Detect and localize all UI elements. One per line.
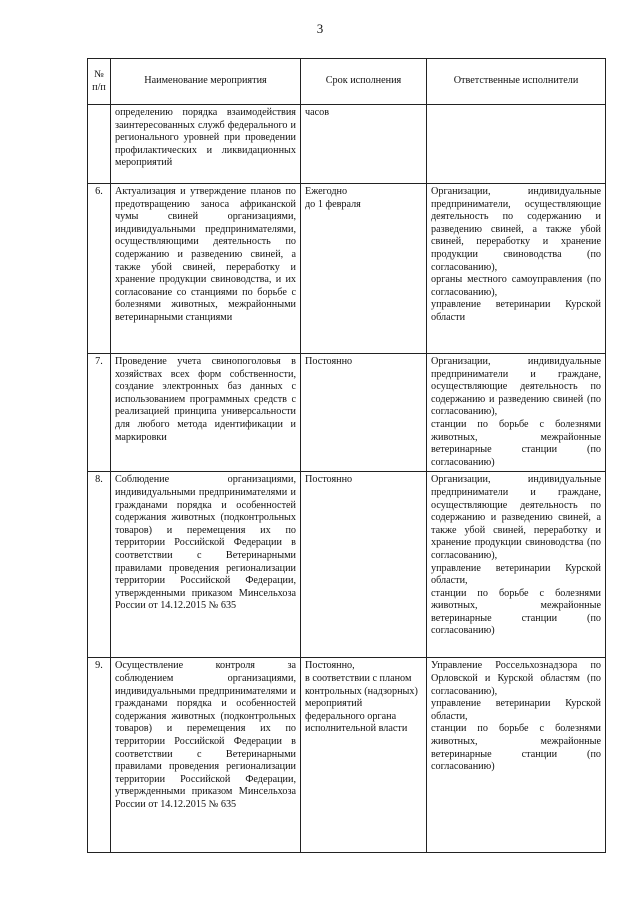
row-number: 9. <box>88 658 111 853</box>
table-row <box>88 105 606 184</box>
measure-term: Постоянно, в соответствии с планом контрольных (надзорных) мероприятий федерального органа исполнительной власти <box>301 658 427 853</box>
table-row <box>88 184 606 354</box>
measure-term: Ежегодно до 1 февраля <box>301 184 427 354</box>
measure-responsible: Организации, индивидуальные предприниматели и граждане, осуществляющие деятельность по содержанию и разведению свиней (по согласованию), станции по борьбе с болезнями животных, межрайонные ветеринарные станции (по согласованию) <box>427 354 606 472</box>
header-responsible: Ответственные исполнители <box>427 59 606 105</box>
measure-term: Постоянно <box>301 472 427 658</box>
row-number: 6. <box>88 184 111 354</box>
measure-name: Соблюдение организациями, индивидуальными предпринимателями и гражданами порядка и особенностей содержания животных (подконтрольных товаров) и перемещения их по территории Российской Федерации в соответствии с Ветеринарными правилами проведения регионализации территории Российской Федерации, утвержденными приказом Минсельхоза России от 14.12.2015 № 635 <box>111 472 301 658</box>
table-row <box>88 354 606 472</box>
measure-responsible: Организации, индивидуальные предприниматели, осуществляющие деятельность по содержанию и разведению свиней, а также убой свиней, переработку и хранение продукции свиноводства (по согласованию), органы местного самоуправления (по согласованию), управление ветеринарии Курской области <box>427 184 606 354</box>
table-row <box>88 472 606 658</box>
table-header-row <box>88 59 606 105</box>
row-number: 8. <box>88 472 111 658</box>
header-num: № п/п <box>88 59 111 105</box>
page-number: 3 <box>316 21 324 36</box>
header-name: Наименование мероприятия <box>111 59 301 105</box>
measure-responsible: Управление Россельхознадзора по Орловской и Курской областям (по согласованию), управление ветеринарии Курской области, станции по борьбе с болезнями животных, межрайонные ветеринарные станции (по согласованию) <box>427 658 606 853</box>
measure-name: Актуализация и утверждение планов по предотвращению заноса африканской чумы свиней организациями, индивидуальными предпринимателями, осуществляющими деятельность по содержанию и разведению свиней, а также убой свиней, переработку и хранение продукции свиноводства, и их согласование со станциями по борьбе с болезнями животных, межрайонными ветеринарными станциями <box>111 184 301 354</box>
table-row <box>88 658 606 853</box>
row-number: 7. <box>88 354 111 472</box>
measure-name: Осуществление контроля за соблюдением организациями, индивидуальными предпринимателями и гражданами порядка и особенностей содержания животных (подконтрольных товаров) и перемещения их по территории Российской Федерации в соответствии с Ветеринарными правилами проведения регионализации территории Российской Федерации, утвержденными приказом Минсельхоза России от 14.12.2015 № 635 <box>111 658 301 853</box>
measure-responsible: Организации, индивидуальные предприниматели и граждане, осуществляющие деятельность по содержанию и разведению свиней, а также убой свиней, переработку и хранение продукции свиноводства (по согласованию), управление ветеринарии Курской области, станции по борьбе с болезнями животных, межрайонные ветеринарные станции (по согласованию) <box>427 472 606 658</box>
measure-term: Постоянно <box>301 354 427 472</box>
row-number <box>88 105 111 184</box>
measure-responsible <box>427 105 606 184</box>
measures-table <box>87 58 606 853</box>
measure-name: Проведение учета свинопоголовья в хозяйствах всех форм собственности, создание электронных баз данных с использованием программных средств с реализацией принципа универсальности для любого метода идентификации и маркировки <box>111 354 301 472</box>
header-term: Срок исполнения <box>301 59 427 105</box>
measure-name: определению порядка взаимодействия заинтересованных служб федерального и регионального уровней при проведении профилактических и ликвидационных мероприятий <box>111 105 301 184</box>
measure-term: часов <box>301 105 427 184</box>
